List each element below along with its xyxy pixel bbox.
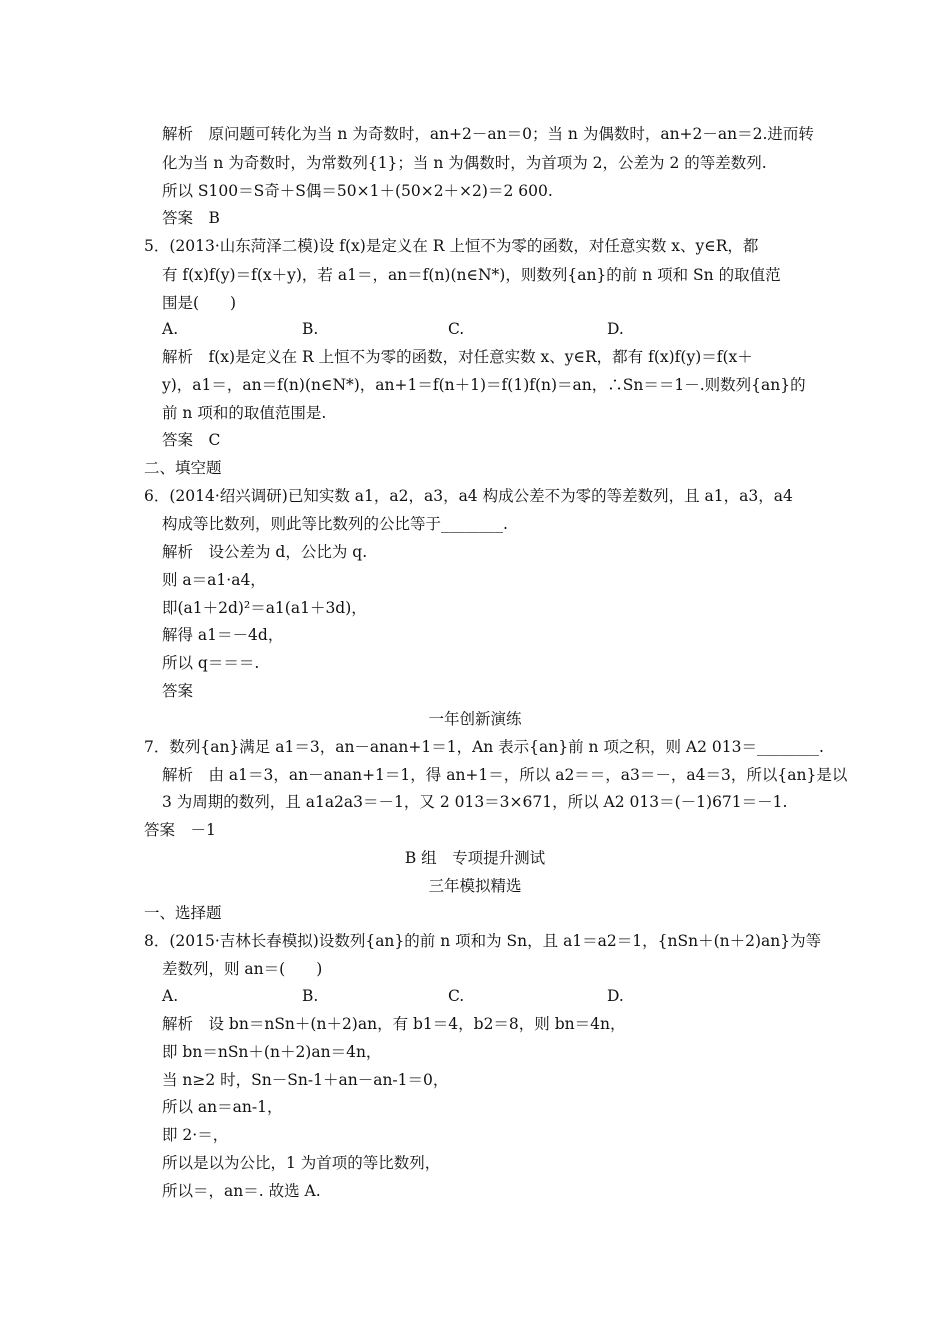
q5-option-c[interactable]: C. [448, 320, 465, 338]
text-line: 所以 q＝＝＝. [162, 654, 260, 672]
text-line: 答案 －1 [144, 821, 216, 839]
text-line: 解析 设公差为 d，公比为 q. [162, 543, 368, 561]
text-line: 8．(2015·吉林长春模拟)设数列{an}的前 n 项和为 Sn，且 a1＝a2＝1，{nSn＋(n＋2)an}为等 [144, 932, 822, 950]
q5-option-d[interactable]: D. [607, 320, 624, 338]
text-line: 一年创新演练 [428, 710, 522, 728]
text-line: 构成等比数列，则此等比数列的公比等于________. [162, 515, 508, 533]
text-line: 所以 an＝an-1， [162, 1098, 283, 1116]
text-line: 解得 a1＝－4d， [162, 626, 284, 644]
text-line: 所以＝，an＝. 故选 A. [162, 1182, 321, 1200]
text-line: 当 n≥2 时，Sn－Sn-1＋an－an-1＝0， [162, 1071, 449, 1089]
text-line: 所以 S100＝S奇＋S偶＝50×1＋(50×2＋×2)＝2 600. [162, 182, 553, 200]
q5-option-a[interactable]: A. [162, 320, 179, 338]
q8-option-b[interactable]: B. [302, 987, 319, 1005]
text-line: 解析 f(x)是定义在 R 上恒不为零的函数，对任意实数 x、y∈R，都有 f(x)f(y)＝f(x＋ [162, 348, 753, 366]
q5-option-b[interactable]: B. [302, 320, 319, 338]
text-line: 有 f(x)f(y)＝f(x＋y)，若 a1＝，an＝f(n)(n∈N*)，则数列{an}的前 n 项和 Sn 的取值范 [162, 266, 781, 284]
text-line: 6．(2014·绍兴调研)已知实数 a1，a2，a3，a4 构成公差不为零的等差数列，且 a1，a3，a4 [144, 487, 793, 505]
text-line: 5．(2013·山东菏泽二模)设 f(x)是定义在 R 上恒不为零的函数，对任意实数 x、y∈R，都 [144, 237, 759, 255]
text-line: 解析 原问题可转化为当 n 为奇数时，an+2－an＝0；当 n 为偶数时，an+2－an＝2.进而转 [162, 125, 814, 143]
text-line: 3 为周期的数列，且 a1a2a3＝－1，又 2 013＝3×671，所以 A2 013＝(－1)671＝－1. [162, 793, 788, 811]
text-line: y)，a1＝，an＝f(n)(n∈N*)，an+1＝f(n＋1)＝f(1)f(n)＝an，∴Sn＝＝1－.则数列{an}的 [162, 376, 806, 394]
text-line: 前 n 项和的取值范围是. [162, 404, 327, 422]
text-line: B 组 专项提升测试 [404, 849, 546, 867]
text-line: 围是( ) [162, 294, 237, 312]
text-line: 三年模拟精选 [428, 877, 522, 895]
text-line: 7．数列{an}满足 a1＝3，an－anan+1＝1，An 表示{an}前 n 项之积，则 A2 013＝________. [144, 738, 824, 756]
q8-option-a[interactable]: A. [162, 987, 179, 1005]
text-line: 答案 C [162, 431, 221, 449]
text-line: 答案 B [162, 209, 220, 227]
text-line: 即 bn＝nSn＋(n＋2)an＝4n， [162, 1043, 382, 1061]
text-line: 所以是以为公比，1 为首项的等比数列， [162, 1154, 441, 1172]
text-line: 差数列，则 an＝( ) [162, 960, 323, 978]
q8-option-c[interactable]: C. [448, 987, 465, 1005]
q8-option-d[interactable]: D. [607, 987, 624, 1005]
text-line: 一、选择题 [144, 904, 222, 922]
text-line: 即 2·＝， [162, 1126, 229, 1144]
text-line: 化为当 n 为奇数时，为常数列{1}；当 n 为偶数时，为首项为 2，公差为 2 的等差数列. [162, 154, 767, 172]
text-line: 则 a＝a1·a4， [162, 571, 266, 589]
text-line: 二、填空题 [144, 459, 222, 477]
text-line: 答案 [162, 682, 194, 700]
text-line: 即(a1＋2d)²＝a1(a1＋3d)， [162, 599, 367, 617]
text-line: 解析 设 bn＝nSn＋(n＋2)an，有 b1＝4，b2＝8，则 bn＝4n， [162, 1015, 626, 1033]
text-line: 解析 由 a1＝3，an－anan+1＝1，得 an+1＝，所以 a2＝＝，a3＝－，a4＝3，所以{an}是以 [162, 766, 848, 784]
